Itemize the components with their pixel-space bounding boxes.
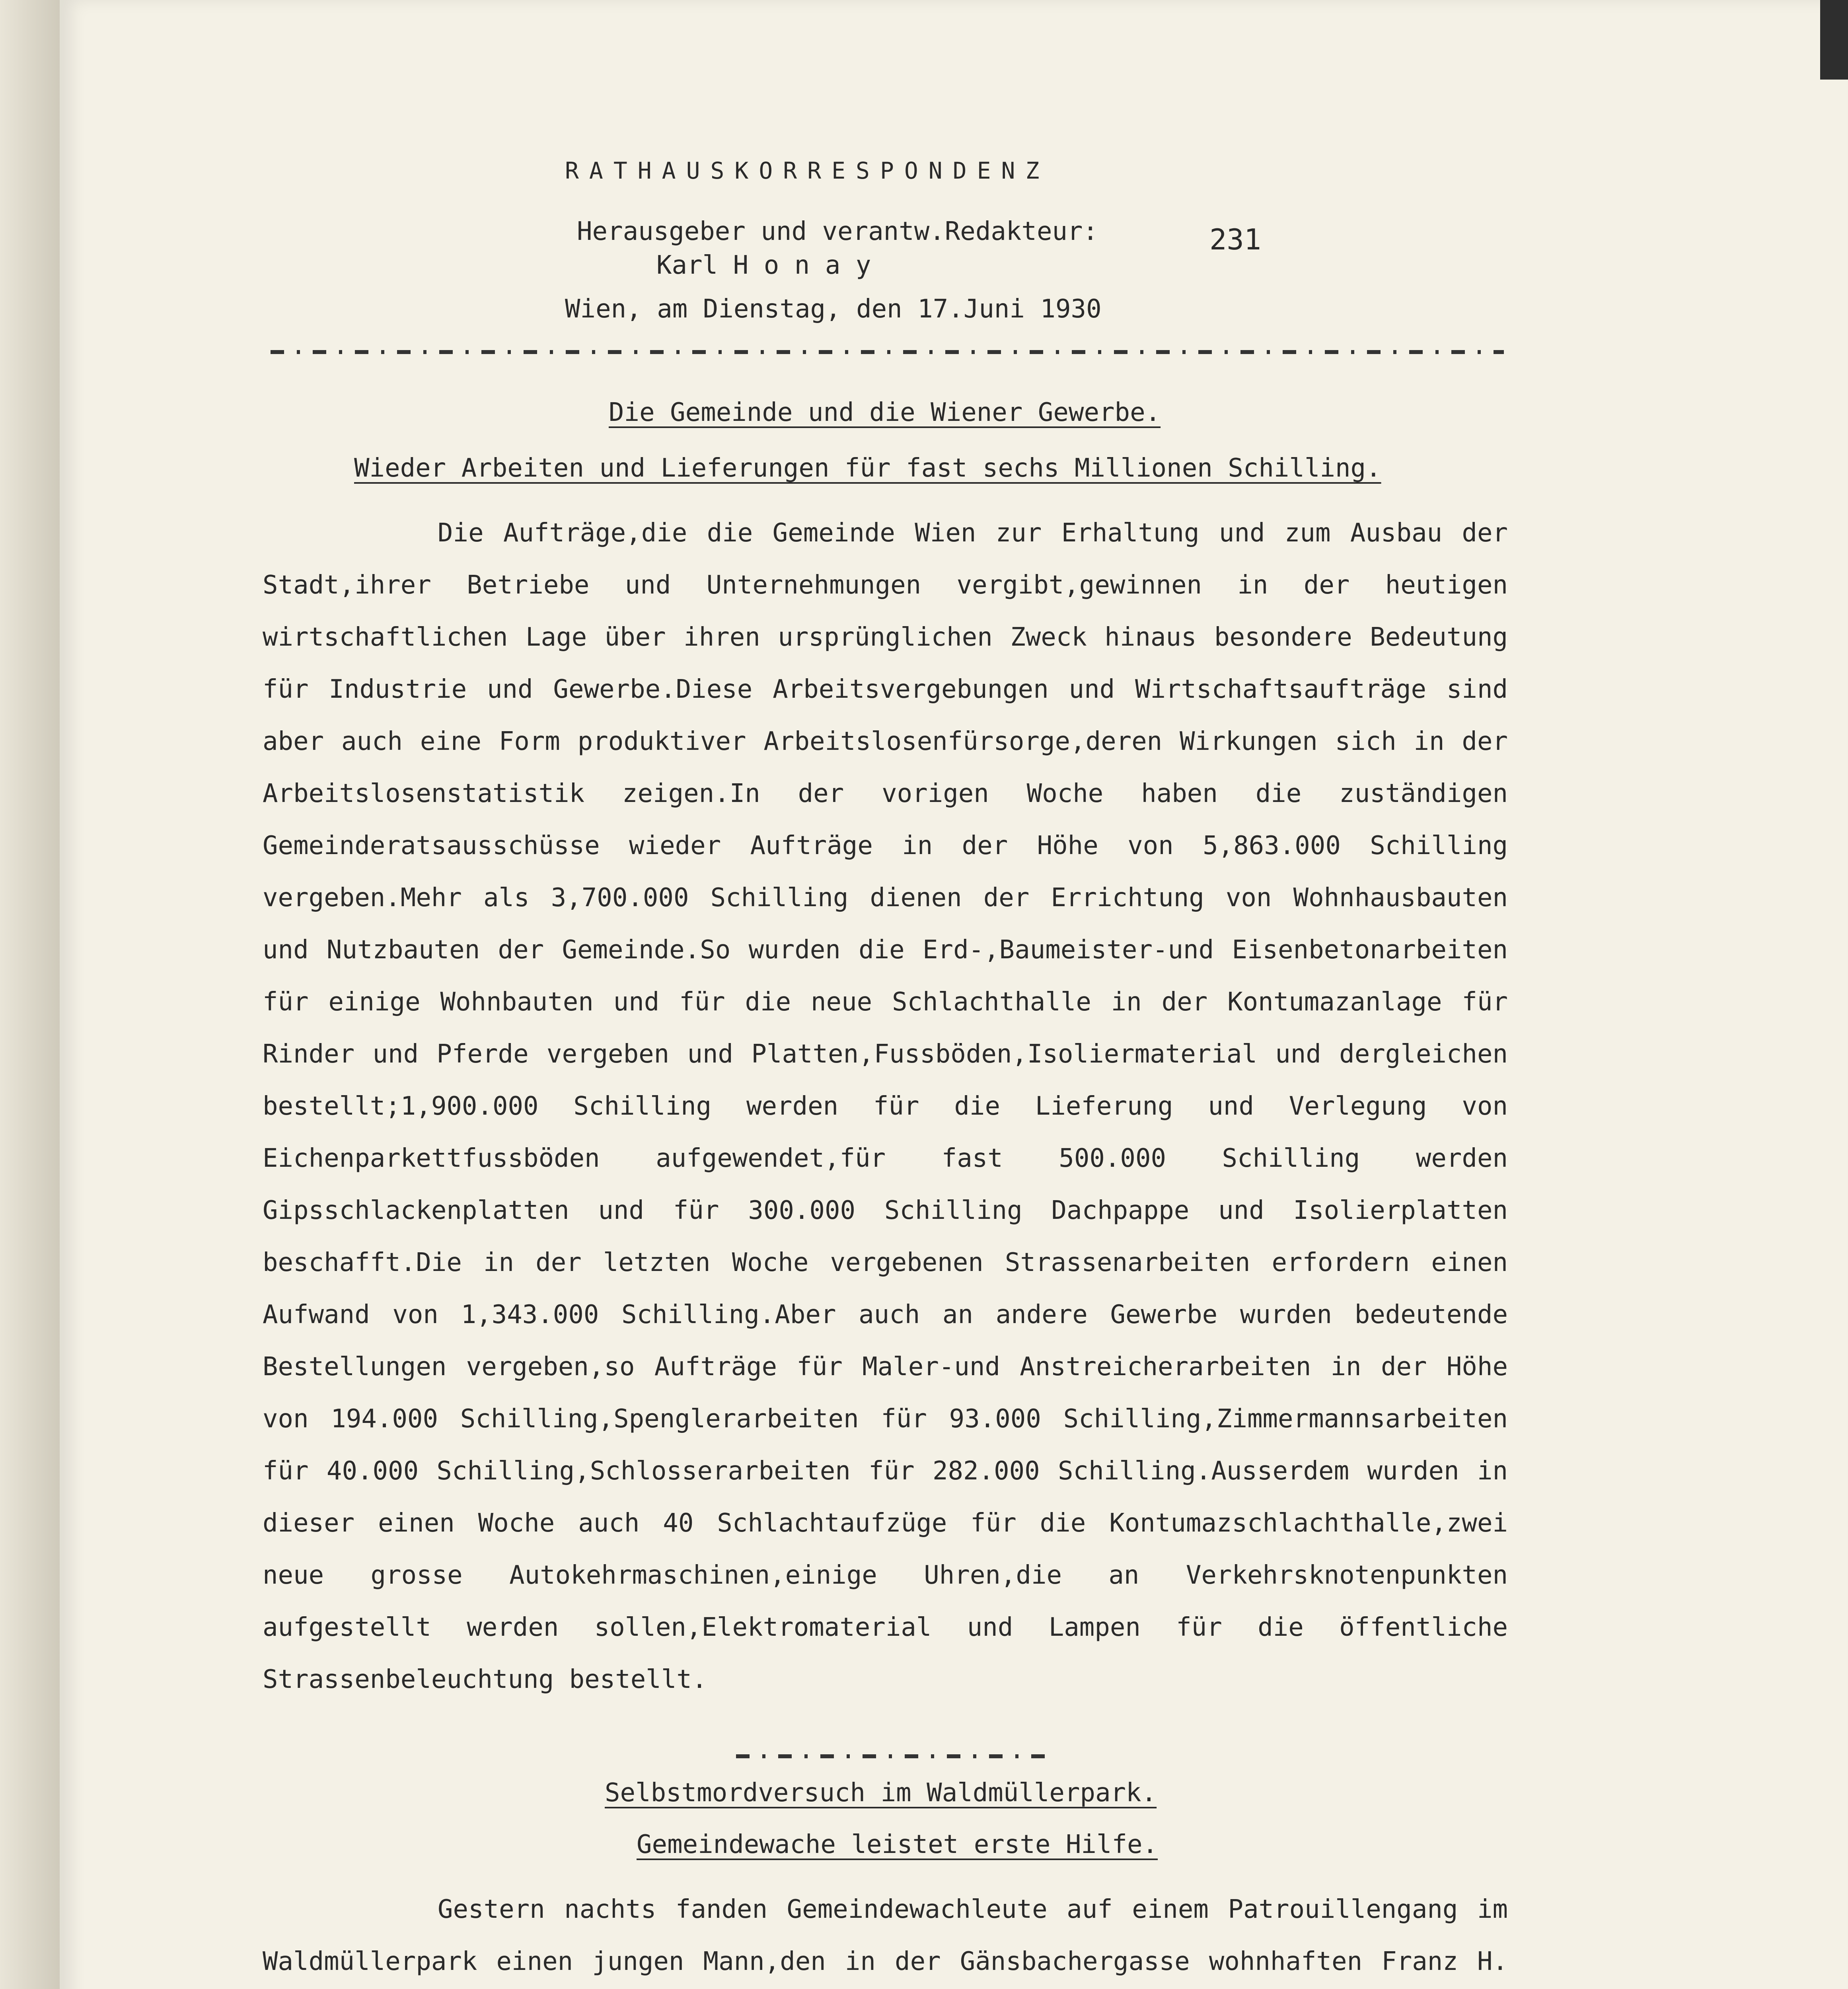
editor-name: Karl H o n a y (656, 251, 871, 280)
article1-subheading: Wieder Arbeiten und Lieferungen für fast sechs Millionen Schilling. (354, 453, 1381, 483)
publication-title: RATHAUSKORRESPONDENZ (565, 157, 1050, 184)
separator-rule-short (736, 1754, 1046, 1758)
separator-rule (271, 350, 1504, 354)
article1-body (263, 507, 1508, 1706)
book-gutter (0, 0, 60, 1989)
editor-line: Herausgeber und verantw.Redakteur: (577, 217, 1098, 246)
page-number: 231 (1209, 223, 1262, 256)
article1-heading: Die Gemeinde und die Wiener Gewerbe. (609, 398, 1161, 427)
article1-paragraph: Die Aufträge,die die Gemeinde Wien zur Erhaltung und zum Ausbau der Stadt,ihrer Betriebe und Unternehmungen vergibt,gewinnen in der heutigen wirtschaftlichen Lage über ihren ursprünglichen Zweck hinaus besondere Bedeutung für Industrie und Gewerbe.Diese Arbeitsvergebungen und Wirtschaftsaufträge sind aber auch eine Form produktiver Arbeitslosenfürsorge,deren Wirkungen sich in der Arbeitslosenstatistik zeigen.In der vorigen Woche haben die zuständigen Gemeinderatsausschüsse wieder Aufträge in der Höhe von 5,863.000 Schilling vergeben.Mehr als 3,700.000 Schilling dienen der Errichtung von Wohnhausbauten und Nutzbauten der Gemeinde.So wurden die Erd-,Baumeister-und Eisenbetonarbeiten für einige Wohnbauten und für die neue Schlachthalle in der Kontumazanlage für Rinder und Pferde vergeben und Platten,Fussböden,Isoliermaterial und dergleichen bestellt;1,900.000 Schilling werden für die Lieferung und Verlegung von Eichenparkettfussböden aufgewendet,für fast 500.000 Schilling werden Gipsschlackenplatten und für 300.000 Schilling Dachpappe und Isolierplatten beschafft.Die in der letzten Woche vergebenen Strassenarbeiten erfordern einen Aufwand von 1,343.000 Schilling.Aber auch an andere Gewerbe wurden bedeutende Bestellungen vergeben,so Aufträge für Maler-und Anstreicherarbeiten in der Höhe von 194.000 Schilling,Spenglerarbeiten für 93.000 Schilling,Zimmermannsarbeiten für 40.000 Schilling,Schlosserarbeiten für 282.000 Schilling.Ausserdem wurden in dieser einen Woche auch 40 Schlachtaufzüge für die Kontumazschlachthalle,zwei neue grosse Autokehrmaschinen,einige Uhren,die an Verkehrsknotenpunkten aufgestellt werden sollen,Elektromaterial und Lampen für die öffentliche Strassenbeleuchtung bestellt. (263, 518, 1508, 1694)
article2-paragraph: Gestern nachts fanden Gemeindewachleute auf einem Patrouillengang im Waldmüllerpark einen jungen Mann,den in der Gänsbachergasse wohnhaften Franz H. (263, 1895, 1508, 1976)
page-tab-marker (1820, 0, 1848, 80)
date-line: Wien, am Dienstag, den 17.Juni 1930 (565, 294, 1102, 324)
article2-heading: Selbstmordversuch im Waldmüllerpark. (605, 1778, 1157, 1808)
article2-body (263, 1884, 1508, 1989)
article2-subheading: Gemeindewache leistet erste Hilfe. (637, 1830, 1158, 1859)
